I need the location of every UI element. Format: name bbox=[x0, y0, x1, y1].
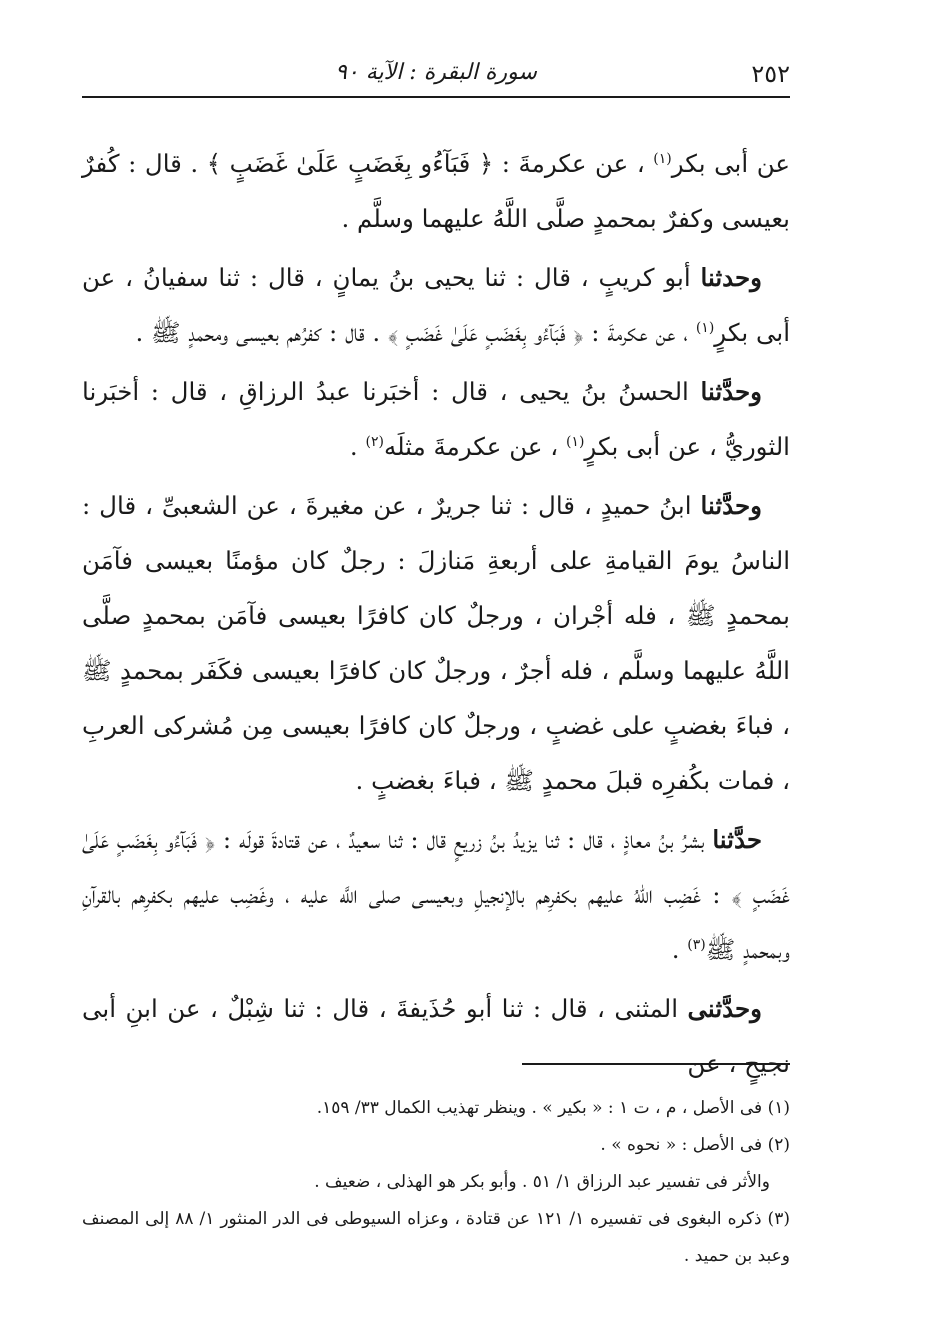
footnote-divider bbox=[522, 1063, 790, 1065]
paragraph-3 bbox=[82, 364, 790, 474]
paragraph-6 bbox=[82, 981, 790, 1091]
paragraph-text: ، عن عكرمةَ مثلَه bbox=[383, 432, 566, 461]
paragraph-1 bbox=[82, 136, 790, 246]
footnote-2-continuation: والأثر فى تفسير عبد الرزاق ١/ ٥١ . وأبو بكر هو الهذلى ، ضعيف . bbox=[314, 1172, 770, 1192]
paragraph-text: . bbox=[349, 432, 366, 461]
footnote-1: (١) فى الأصل ، م ، ت ١ : « بكير » . وينظر تهذيب الكمال ٣٣/ ١٥٩. bbox=[316, 1098, 790, 1118]
hadith-lead: وحدَّثنا bbox=[700, 377, 762, 406]
footnote-ref: (١) bbox=[565, 433, 585, 450]
footnotes bbox=[82, 1090, 790, 1275]
running-title: سورة البقرة : الآية ٩٠ bbox=[335, 60, 537, 85]
paragraph-text: الحسنُ بنُ يحيى ، قال : أخبَرنا عبدُ الرزاقِ ، قال : أخبَرنا الثوريُّ ، عن أبى بكرٍ bbox=[82, 377, 790, 461]
page-number: ٢٥٢ bbox=[751, 60, 790, 88]
hadith-lead: وحدثنا bbox=[700, 263, 762, 292]
paragraph-text: بشرُ بنُ معاذٍ ، قال : ثنا يزيدُ بنُ زريعٍ قال : ثنا سعيدٌ ، عن قتادةَ قولَه : ﴿ فَبَآءُو بِغَضَبٍ عَلَىٰ غَضَبٍ ﴾ : غَضِب اللهُ عليهم بكفرِهم بالإنجيلِ وبعيسى صلى اللَّه عليه ، وغَضِب عليهم بكفرِهم بالقرآنِ وبمحمدٍ ﷺ bbox=[82, 825, 790, 964]
hadith-lead: وحدَّثنا bbox=[700, 491, 762, 520]
paragraph-text: عن أبى بكر bbox=[671, 149, 790, 178]
paragraph-text: ، عن عكرمةَ : ﴿ فَبَآءُو بِغَضَبٍ عَلَىٰ غَضَبٍ ﴾ . قال : كُفرٌ بعيسى وكفرٌ بمحمدٍ صلَّى اللَّهُ عليهما وسلَّم . bbox=[82, 149, 790, 233]
paragraph-text: أبو كريبٍ ، قال : ثنا يحيى بنُ يمانٍ ، قال : ثنا سفيانُ ، عن أبى بكرٍ bbox=[82, 263, 790, 347]
paragraph-text: ، عن عكرمةَ : ﴿ فَبَآءُو بِغَضَبٍ عَلَىٰ غَضَبٍ ﴾ . قال : كفرُهم بعيسى ومحمدٍ ﷺ . bbox=[135, 318, 696, 347]
footnote-ref: (٢) bbox=[365, 433, 384, 450]
paragraph-4 bbox=[82, 478, 790, 808]
hadith-lead: وحدَّثنى bbox=[687, 994, 762, 1023]
footnote-ref: (١) bbox=[653, 150, 672, 167]
footnote-2: (٢) فى الأصل : « نحوه » . bbox=[600, 1135, 790, 1155]
body-text bbox=[82, 136, 790, 1095]
paragraph-text: ابنُ حميدٍ ، قال : ثنا جريرٌ ، عن مغيرةَ ، عن الشعبىِّ ، قال : الناسُ يومَ القيامةِ على أربعةِ مَنازلَ : رجلٌ كان مؤمنًا بعيسى فآمَن بمحمدٍ ﷺ ، فله أجْران ، ورجلٌ كان كافرًا بعيسى فآمَن بمحمدٍ صلَّى اللَّهُ عليهما وسلَّم ، فله أجرٌ ، ورجلٌ كان كافرًا بعيسى فكَفَر بمحمدٍ ﷺ ، فباءَ بغضبٍ على غضبٍ ، ورجلٌ كان كافرًا بعيسى مِن مُشركى العربِ ، فمات بكُفرِه قبلَ محمدٍ ﷺ ، فباءَ بغضبٍ . bbox=[82, 491, 790, 795]
hadith-lead: حدَّثنا bbox=[712, 825, 762, 854]
paragraph-5 bbox=[82, 812, 790, 977]
footnote-ref: (٣) bbox=[687, 936, 706, 953]
paragraph-text: . bbox=[671, 935, 688, 964]
paragraph-text: المثنى ، قال : ثنا أبو حُذَيفةَ ، قال : ثنا شِبْلٌ ، عن ابنِ أبى نجيحٍ ، عن bbox=[82, 994, 790, 1078]
paragraph-2 bbox=[82, 250, 790, 360]
footnote-ref: (١) bbox=[695, 319, 715, 336]
page-header bbox=[82, 56, 790, 98]
footnote-3: (٣) ذكره البغوى فى تفسيره ١/ ١٢١ عن قتادة ، وعزاه السيوطى فى الدر المنثور ١/ ٨٨ إلى المصنف وعبد بن حميد . bbox=[82, 1209, 790, 1266]
